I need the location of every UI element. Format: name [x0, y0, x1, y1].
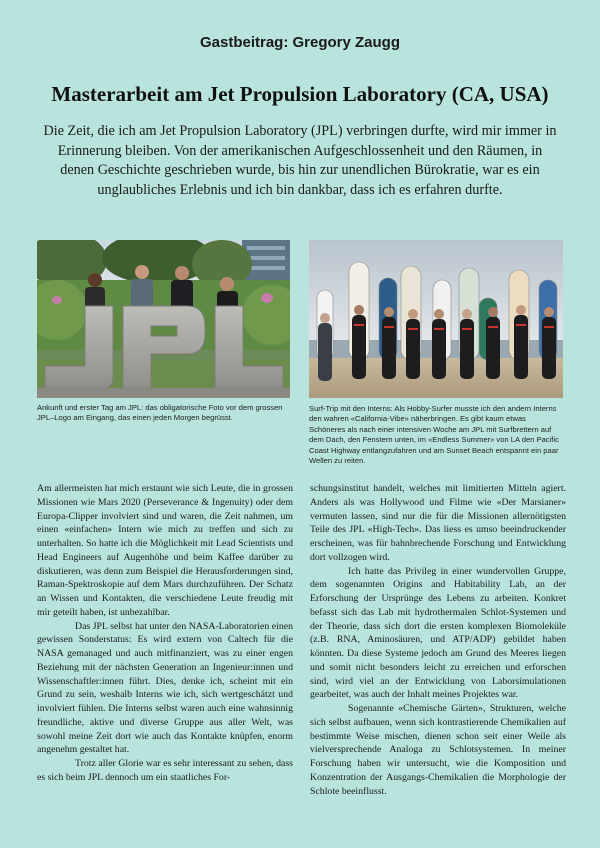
body-column-right — [310, 482, 566, 798]
photo-surf-trip-caption: Surf-Trip mit den Interns: Als Hobby-Surfer musste ich den andern Interns den wahren «California-Vibe» näherbringen. Es gibt kaum etwas Schöneres als nach einer intensiven Woche am JPL mit Surfbrettern auf dem Dach, den Fenstern unten, im «Endless Summer» von LA den Pacific Coast Highway entlangzufahren und am Sunset Beach entspannt ein paar Wellen zu reiten. — [309, 404, 559, 466]
body-column-left — [37, 482, 293, 785]
article-lead: Die Zeit, die ich am Jet Propulsion Laboratory (JPL) verbringen durfte, wird mir immer in Erinnerung bleiben. Von der amerikanischen Aufgeschlossenheit und den Räumen, in denen Geschichte geschrieben wurde, bis hin zur unendlichen Bürokratie, war es ein unglaubliches Erlebnis und ich bin dankbar, dass ich es erfahren durfte. — [43, 123, 557, 198]
body-paragraph: Trotz aller Glorie war es sehr interessant zu sehen, dass es sich beim JPL dennoch um ein staatliches For- — [37, 758, 293, 783]
article-title: Masterarbeit am Jet Propulsion Laboratory (CA, USA) — [51, 82, 549, 106]
body-paragraph: Am allermeisten hat mich erstaunt wie sich Leute, die in grossen Missionen wie Mars 2020 (Perseverance & Ingenuity) oder dem Europa-Clipper involviert sind und waren, die Zeit nahmen, um einen «einfachen» Intern wie mich zu treffen und sich zu unterhalten. So hatte ich die Möglichkeit mit Lead Scientists und Head Engineers auf Augenhöhe und beim Kaffee darüber zu diskutieren, was denn zum Beispiel die Herausforderungen sind, Raman-Spektroskopie auf dem Mars durchzuführen. Der Schatz an Wissen und Kontakten, die verschiedene Leute freudig mit mir geteilt haben, ist unbezahlbar. — [37, 483, 293, 618]
body-paragraph: Ich hatte das Privileg in einer wundervollen Gruppe, dem sogenannten Origins and Habitability Lab, an der Erforschung der Ursprünge des Lebens zu arbeiten. Konkret befasst sich das Lab mit hydrothermalen Schlot-Systemen und der Theorie, dass sich dort die ersten komplexen Biomoleküle (z.B. RNA, Aminosäuren, und ATP/ADP) gebildet haben könnten. Da diese Systeme jedoch am Grund des Meeres liegen und somit nicht besonders leicht zu erreichen und erforschen sind, wird viel an der Entwicklung von Laborsimulationen gearbeitet, was auch der Inhalt meines Projektes war. — [310, 565, 566, 701]
photo-jpl-sign-caption: Ankunft und erster Tag am JPL: das obligatorische Foto vor dem grossen JPL–Logo am Eingang, das einen jeden Morgen begrüsst. — [37, 403, 283, 423]
photo-jpl-sign-image — [37, 240, 290, 398]
body-paragraph: schungsinstitut handelt, welches mit limitierten Mitteln agiert. Anders als was Hollywood und Filme wie «Der Marsianer» vermuten lassen, sind nur die für die Missionen allernötigsten Teile des JPL «High-Tech». Das liess es umso beeindruckender erscheinen, was für bahnbrechende Forschung und Entwicklung dort vollzogen wird. — [310, 483, 566, 563]
photo-surf-trip-image — [309, 240, 563, 398]
photo-jpl-sign — [37, 240, 290, 398]
photo-surf-trip — [309, 240, 563, 398]
body-paragraph: Sogenannte «Chemische Gärten», Strukturen, welche sich selbst aufbauen, wenn sich kontrastierende Chemikalien auf bestimmte Weise mischen, dienen schon seit einer Weile als vielversprechende Analoga zu Schlotsystemen. In meiner Forschung haben wir untersucht, wie die Komposition und Konzentration der Ausgangs-Chemikalien die Morphologie der Schlote beeinflusst. — [310, 703, 566, 797]
guest-author-kicker: Gastbeitrag: Gregory Zaugg — [199, 34, 401, 51]
body-paragraph: Das JPL selbst hat unter den NASA-Laboratorien einen gewissen Sonderstatus: Es wird extern von Caltech für die NASA gemanaged und auch mitfinanziert, was zu einer engen Beziehung mit der nächsten Generation an Ingenieur:innen und Wissenschaftler:innen führt. Dies, denke ich, scheint mit ein Grund zu sein, weshalb Interns wie ich, sich wertgeschätzt und involviert fühlen. Die Interns selbst waren auch eine wahnsinnig freundliche, aktive und diverse Gruppe aus aller Welt, was sowohl meine Zeit dort wie auch das Kontakte knüpfen, enorm angenehm gestaltet hat. — [37, 620, 293, 756]
